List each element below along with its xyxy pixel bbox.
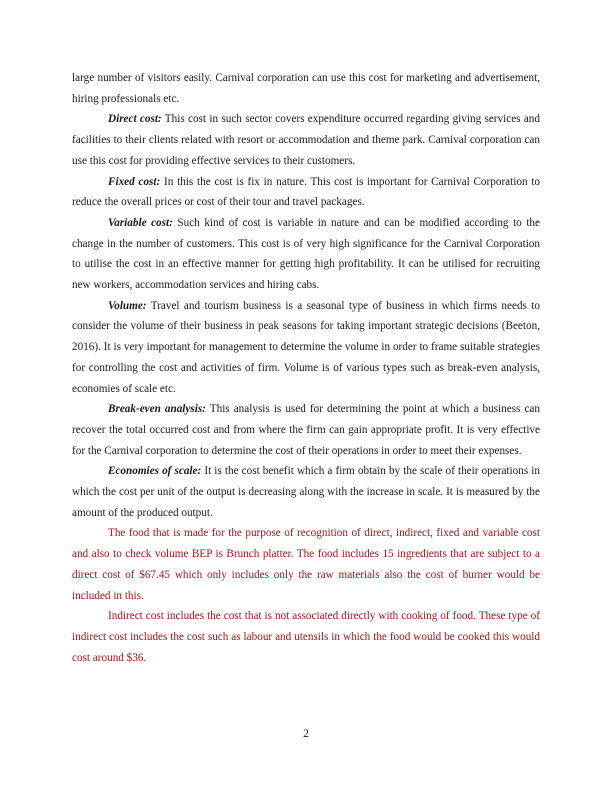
paragraph-brunch-platter	[72, 523, 540, 606]
paragraph-text: large number of visitors easily. Carnival corporation can use this cost for marketing and advertisement, hiring professionals etc.	[72, 72, 540, 105]
paragraph-text: In this the cost is fix in nature. This cost is important for Carnival Corporation to reduce the overall prices or cost of their tour and travel packages.	[72, 175, 541, 209]
paragraph-fixed-cost	[72, 172, 540, 213]
term-economies-of-scale: Economies of scale:	[108, 465, 202, 478]
paragraph-text: It is the cost benefit which a firm obtain by the scale of their operations in which the cost per unit of the output is decreasing along with the increase in scale. It is measured by the amount of the produced output.	[72, 465, 540, 519]
term-direct-cost: Direct cost:	[108, 113, 162, 126]
paragraph-economies-of-scale	[72, 461, 540, 523]
paragraph-direct-cost	[72, 109, 540, 171]
paragraph-break-even-analysis	[72, 399, 540, 461]
paragraph-text: This cost in such sector covers expenditure occurred regarding giving services and facilities to their clients related with resort or accommodation and theme park. Carnival corporation can use this cost for providing effective services to their customers.	[72, 113, 540, 167]
page-number: 2	[303, 728, 309, 740]
term-volume: Volume:	[108, 299, 147, 312]
document-body	[72, 68, 540, 668]
paragraph-text: Indirect cost includes the cost that is not associated directly with cooking of food. These type of indirect cost includes the cost such as labour and utensils in which the food would be cooked this would cost around $36.	[72, 610, 540, 664]
paragraph-variable-cost	[72, 213, 540, 296]
term-variable-cost: Variable cost:	[108, 216, 173, 229]
paragraph-volume	[72, 296, 540, 400]
paragraph-intro-continuation	[72, 68, 540, 109]
paragraph-text: Travel and tourism business is a seasonal type of business in which firms needs to consider the volume of their business in peak seasons for taking important strategic decisions (Beeton, 2016). It is very important for management to determine the volume in order to frame suitable strategies for controlling the cost and activities of firm. Volume is of various types such as break-even analysis, economies of scale etc.	[72, 299, 540, 395]
paragraph-indirect-cost	[72, 606, 540, 668]
paragraph-text: Such kind of cost is variable in nature and can be modified according to the change in the number of customers. This cost is of very high significance for the Carnival Corporation to utilise the cost in an effective manner for getting high profitability. It can be utilised for recruiting new workers, accommodation services and hiring cabs.	[72, 216, 540, 292]
paragraph-text: This analysis is used for determining the point at which a business can recover the total occurred cost and from where the firm can gain appropriate profit. It is very effective for the Carnival corporation to determine the cost of their operations in order to meet their expenses.	[72, 403, 540, 457]
term-break-even-analysis: Break-even analysis:	[108, 403, 206, 416]
term-fixed-cost: Fixed cost:	[108, 175, 161, 188]
paragraph-text: The food that is made for the purpose of recognition of direct, indirect, fixed and variable cost and also to check volume BEP is Brunch platter. The food includes 15 ingredients that are subject to a direct cost of $67.45 which only includes only the raw materials also the cost of burner would be included in this.	[72, 527, 540, 602]
